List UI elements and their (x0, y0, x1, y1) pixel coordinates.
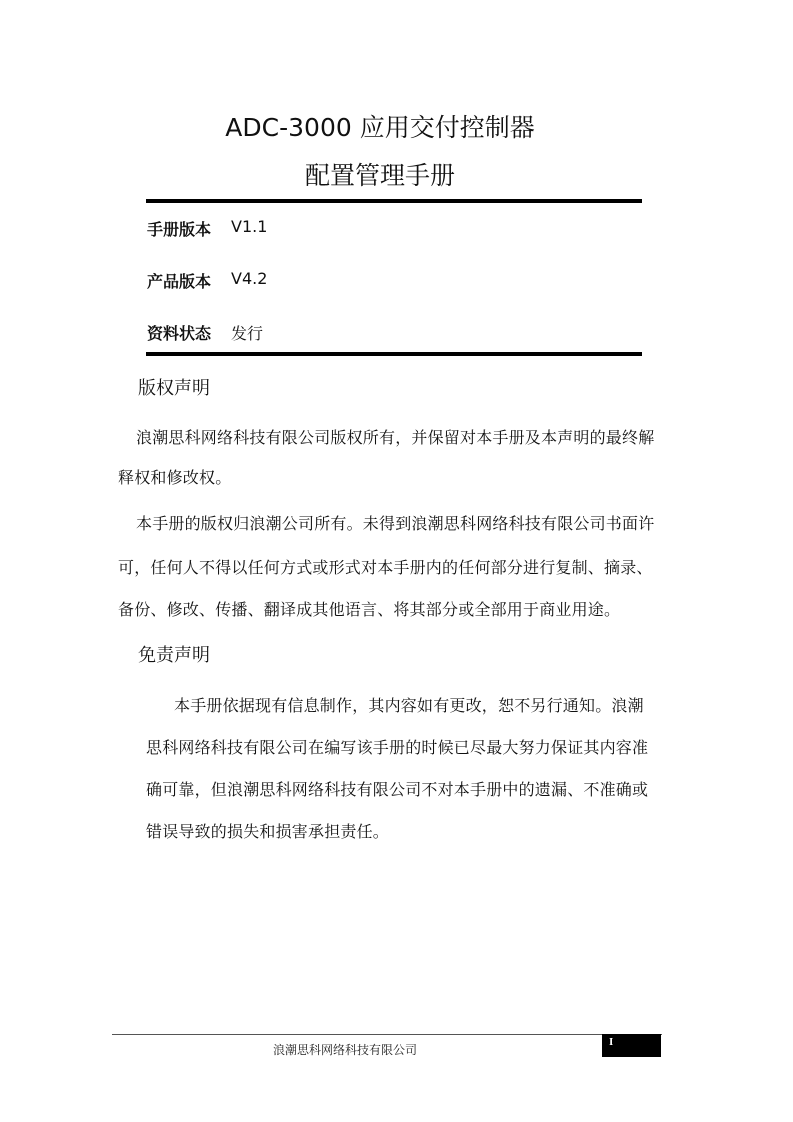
document-title-line2: 配置管理手册 (304, 161, 455, 190)
meta-label-document-status: 资料状态 (147, 324, 212, 343)
document-title-line1: ADC-3000 应用交付控制器 (225, 113, 535, 142)
page-number-box (602, 1034, 661, 1057)
copyright-paragraph-line: 可，任何人不得以任何方式或形式对本手册内的任何部分进行复制、摘录、 (118, 558, 653, 577)
copyright-heading: 版权声明 (138, 378, 210, 399)
disclaimer-paragraph-line: 本手册依据现有信息制作，其内容如有更改，恕不另行通知。浪潮 (174, 696, 644, 715)
meta-label-manual-version: 手册版本 (147, 220, 212, 239)
footer-rule (112, 1034, 662, 1035)
meta-value-product-version: V4.2 (231, 269, 268, 288)
copyright-paragraph-line: 释权和修改权。 (118, 468, 232, 487)
meta-value-manual-version: V1.1 (231, 217, 268, 236)
footer-company: 浪潮思科网络科技有限公司 (272, 1043, 417, 1057)
meta-value-document-status: 发行 (231, 324, 264, 343)
meta-label-product-version: 产品版本 (147, 272, 212, 291)
bottom-rule (146, 352, 642, 356)
copyright-paragraph-line: 本手册的版权归浪潮公司所有。未得到浪潮思科网络科技有限公司书面许 (136, 514, 655, 533)
copyright-paragraph-line: 浪潮思科网络科技有限公司版权所有，并保留对本手册及本声明的最终解 (136, 428, 655, 447)
top-rule (146, 199, 642, 203)
disclaimer-paragraph-line: 思科网络科技有限公司在编写该手册的时候已尽最大努力保证其内容准 (146, 738, 649, 757)
disclaimer-paragraph-line: 确可靠，但浪潮思科网络科技有限公司不对本手册中的遗漏、不准确或 (146, 780, 649, 799)
disclaimer-paragraph-line: 错误导致的损失和损害承担责任。 (146, 822, 390, 841)
disclaimer-heading: 免责声明 (138, 645, 210, 666)
page-number: I (609, 1036, 614, 1048)
copyright-paragraph-line: 备份、修改、传播、翻译成其他语言、将其部分或全部用于商业用途。 (118, 600, 621, 619)
